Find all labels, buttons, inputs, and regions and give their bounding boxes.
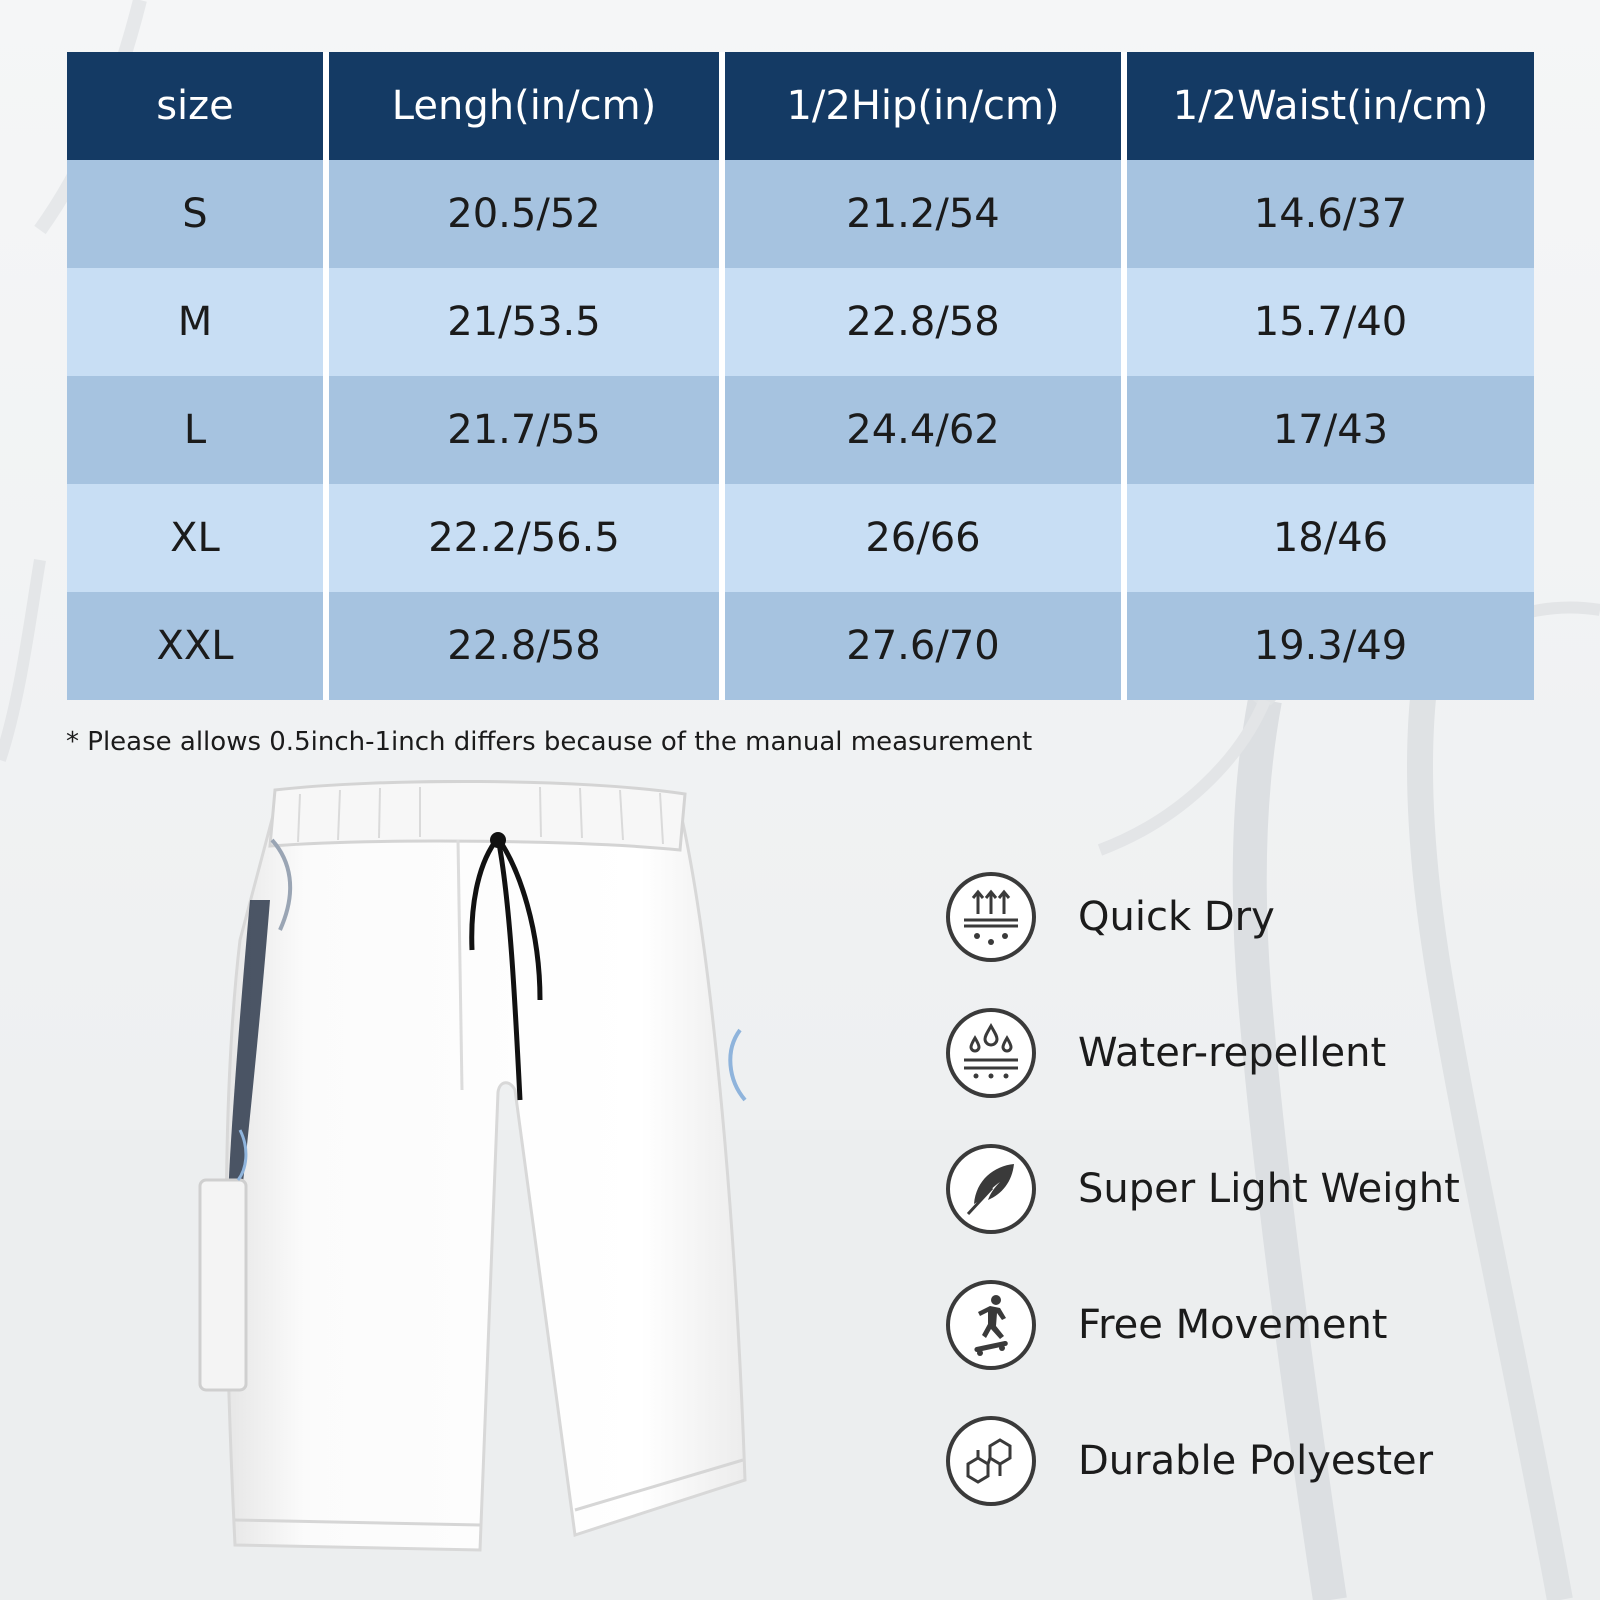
feature-light-weight <box>944 1142 1564 1238</box>
waist-cell: 15.7/40 <box>1127 268 1534 376</box>
feature-quick-dry <box>944 870 1564 966</box>
feature-label: Water-repellent <box>1078 1030 1387 1076</box>
header-half-hip: 1/2Hip(in/cm) <box>725 52 1127 160</box>
size-cell: M <box>67 268 329 376</box>
size-chart-header-row <box>67 52 1534 160</box>
feature-durable-polyester <box>944 1414 1564 1510</box>
table-row <box>67 376 1534 484</box>
feature-water-repellent <box>944 1006 1564 1102</box>
feature-label: Free Movement <box>1078 1302 1388 1348</box>
waist-cell: 19.3/49 <box>1127 592 1534 700</box>
hip-cell: 21.2/54 <box>725 160 1127 268</box>
waist-cell: 18/46 <box>1127 484 1534 592</box>
length-cell: 21.7/55 <box>329 376 725 484</box>
waist-cell: 17/43 <box>1127 376 1534 484</box>
feature-label: Super Light Weight <box>1078 1166 1460 1212</box>
quick-dry-icon <box>944 870 1038 964</box>
table-row <box>67 484 1534 592</box>
hip-cell: 26/66 <box>725 484 1127 592</box>
water-repellent-icon <box>944 1006 1038 1100</box>
table-row <box>67 592 1534 700</box>
molecule-icon <box>944 1414 1038 1508</box>
header-length: Lengh(in/cm) <box>329 52 725 160</box>
size-cell: XL <box>67 484 329 592</box>
header-size: size <box>67 52 329 160</box>
size-cell: S <box>67 160 329 268</box>
feather-icon <box>944 1142 1038 1236</box>
size-cell: L <box>67 376 329 484</box>
length-cell: 20.5/52 <box>329 160 725 268</box>
table-row <box>67 160 1534 268</box>
header-half-waist: 1/2Waist(in/cm) <box>1127 52 1534 160</box>
feature-label: Durable Polyester <box>1078 1438 1434 1484</box>
length-cell: 22.8/58 <box>329 592 725 700</box>
skateboarder-icon <box>944 1278 1038 1372</box>
shorts-product-image <box>180 780 770 1580</box>
length-cell: 22.2/56.5 <box>329 484 725 592</box>
feature-free-movement <box>944 1278 1564 1374</box>
size-cell: XXL <box>67 592 329 700</box>
waist-cell: 14.6/37 <box>1127 160 1534 268</box>
hip-cell: 27.6/70 <box>725 592 1127 700</box>
size-chart-table <box>67 52 1534 700</box>
hip-cell: 22.8/58 <box>725 268 1127 376</box>
measurement-note: * Please allows 0.5inch-1inch differs because of the manual measurement <box>66 727 1033 757</box>
table-row <box>67 268 1534 376</box>
hip-cell: 24.4/62 <box>725 376 1127 484</box>
feature-label: Quick Dry <box>1078 894 1275 940</box>
length-cell: 21/53.5 <box>329 268 725 376</box>
